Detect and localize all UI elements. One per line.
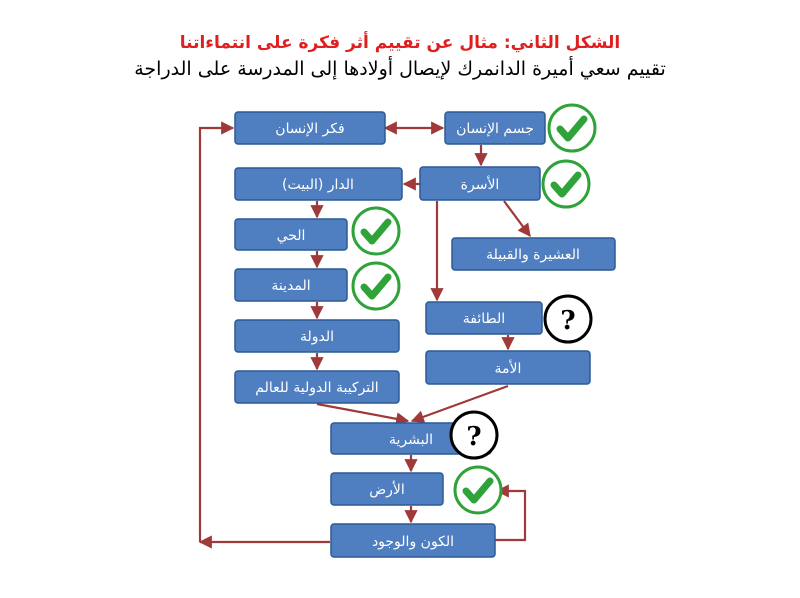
question-icon [545,296,591,342]
box-home [235,168,402,200]
box-home-label: الدار (البيت) [282,177,354,193]
check-icon [543,161,589,207]
box-family [420,167,540,200]
check-icon [455,467,501,513]
box-world-label: التركيبة الدولية للعالم [255,380,379,396]
box-state [235,320,399,352]
box-world [235,371,399,403]
box-sect [426,302,542,334]
arrow-feedback-mind [200,128,233,542]
box-city [235,269,347,301]
box-mind [235,112,385,144]
box-universe-label: الكون والوجود [371,534,455,550]
box-neighborhood-label: الحي [276,228,306,244]
box-neighborhood [235,219,347,250]
diagram-subtitle: تقييم سعي أميرة الدانمرك لإيصال أولادها إلى المدرسة على الدراجة [134,58,666,80]
box-family-label: الأسرة [460,177,500,193]
check-icon [353,208,399,254]
box-nation [426,351,590,384]
check-icon [549,105,595,151]
box-sect-label: الطائفة [462,311,506,327]
box-state-label: الدولة [299,329,335,345]
box-clan [452,238,615,270]
question-icon [451,412,497,458]
check-icon [353,263,399,309]
box-mind-label: فكر الإنسان [275,121,345,137]
arrow-family-clan [504,201,530,236]
arrow-world-humanity [317,404,408,421]
question-mark-label: ? [466,422,482,452]
box-earth-label: الأرض [369,482,405,498]
diagram-title: الشكل الثاني: مثال عن تقييم أثر فكرة على انتماءاتنا [179,33,621,53]
box-body [445,112,545,144]
box-universe [331,524,495,557]
question-mark-label: ? [560,306,576,336]
box-city-label: المدينة [271,278,311,294]
box-clan-label: العشيرة والقبيلة [486,247,580,263]
box-nation-label: الأمة [494,361,522,377]
box-earth [331,473,443,505]
box-body-label: جسم الإنسان [456,121,534,137]
box-humanity-label: البشرية [389,432,433,448]
